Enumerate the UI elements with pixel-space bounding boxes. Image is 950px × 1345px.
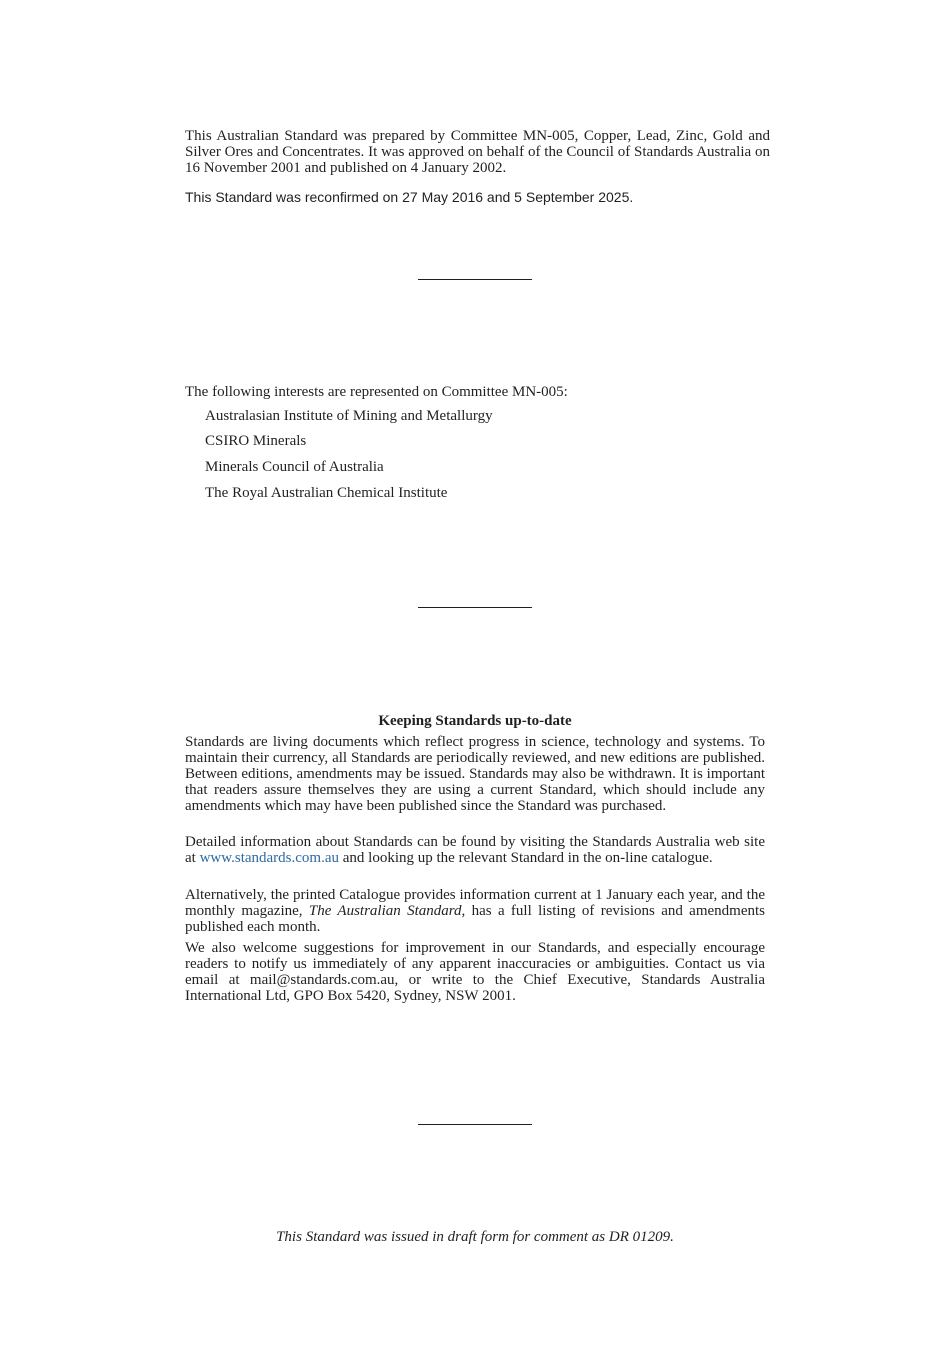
paragraph-text: , has a full listing of revisions and amendments published each month.: [185, 903, 765, 935]
magazine-title: The Australian Standard: [308, 903, 462, 919]
keeping-standards-paragraph-1: Standards are living documents which reflect progress in science, technology and systems. To maintain their currency, all Standards are periodically reviewed, and new editions are published. Between editions, amendments may be issued. Standards may also be withdrawn. It is important that readers assure themselves they are using a current Standard, which should include any amendments which may have been published since the Standard was purchased.: [185, 734, 765, 814]
keeping-standards-paragraph-4: We also welcome suggestions for improvement in our Standards, and especially encourage readers to notify us immediately of any apparent inaccuracies or ambiguities. Contact us via email at mail@standards.com.au, or write to the Chief Executive, Standards Australia International Ltd, GPO Box 5420, Sydney, NSW 2001.: [185, 940, 765, 1004]
draft-issue-note: This Standard was issued in draft form for comment as DR 01209.: [276, 1229, 674, 1245]
keeping-standards-heading: Keeping Standards up-to-date: [378, 713, 572, 729]
committee-interest-item: The Royal Australian Chemical Institute: [205, 485, 448, 501]
committee-interest-item: Minerals Council of Australia: [205, 459, 384, 475]
keeping-standards-paragraph-3: [185, 887, 765, 935]
keeping-standards-paragraph-2: [185, 834, 765, 866]
committee-interests-intro: The following interests are represented on Committee MN-005:: [185, 384, 568, 400]
paragraph-text: Alternatively, the printed Catalogue provides information current at 1 January each year, and the monthly magazine,: [185, 887, 765, 919]
standards-website-link[interactable]: www.standards.com.au: [199, 850, 339, 866]
committee-interest-item: Australasian Institute of Mining and Metallurgy: [205, 408, 493, 424]
section-divider-3: [418, 1124, 532, 1125]
section-divider-1: [418, 279, 532, 280]
committee-preparation-statement: This Australian Standard was prepared by Committee MN-005, Copper, Lead, Zinc, Gold and Silver Ores and Concentrates. It was approved on behalf of the Council of Standards Australia on 16 November 2001 and published on 4 January 2002.: [185, 128, 770, 176]
committee-interest-item: CSIRO Minerals: [205, 433, 307, 449]
reconfirmation-statement: This Standard was reconfirmed on 27 May 2016 and 5 September 2025.: [185, 189, 634, 205]
paragraph-text: and looking up the relevant Standard in the on-line catalogue.: [339, 850, 713, 866]
paragraph-text: Detailed information about Standards can be found by visiting the Standards Australia web site at: [185, 834, 765, 866]
section-divider-2: [418, 607, 532, 608]
